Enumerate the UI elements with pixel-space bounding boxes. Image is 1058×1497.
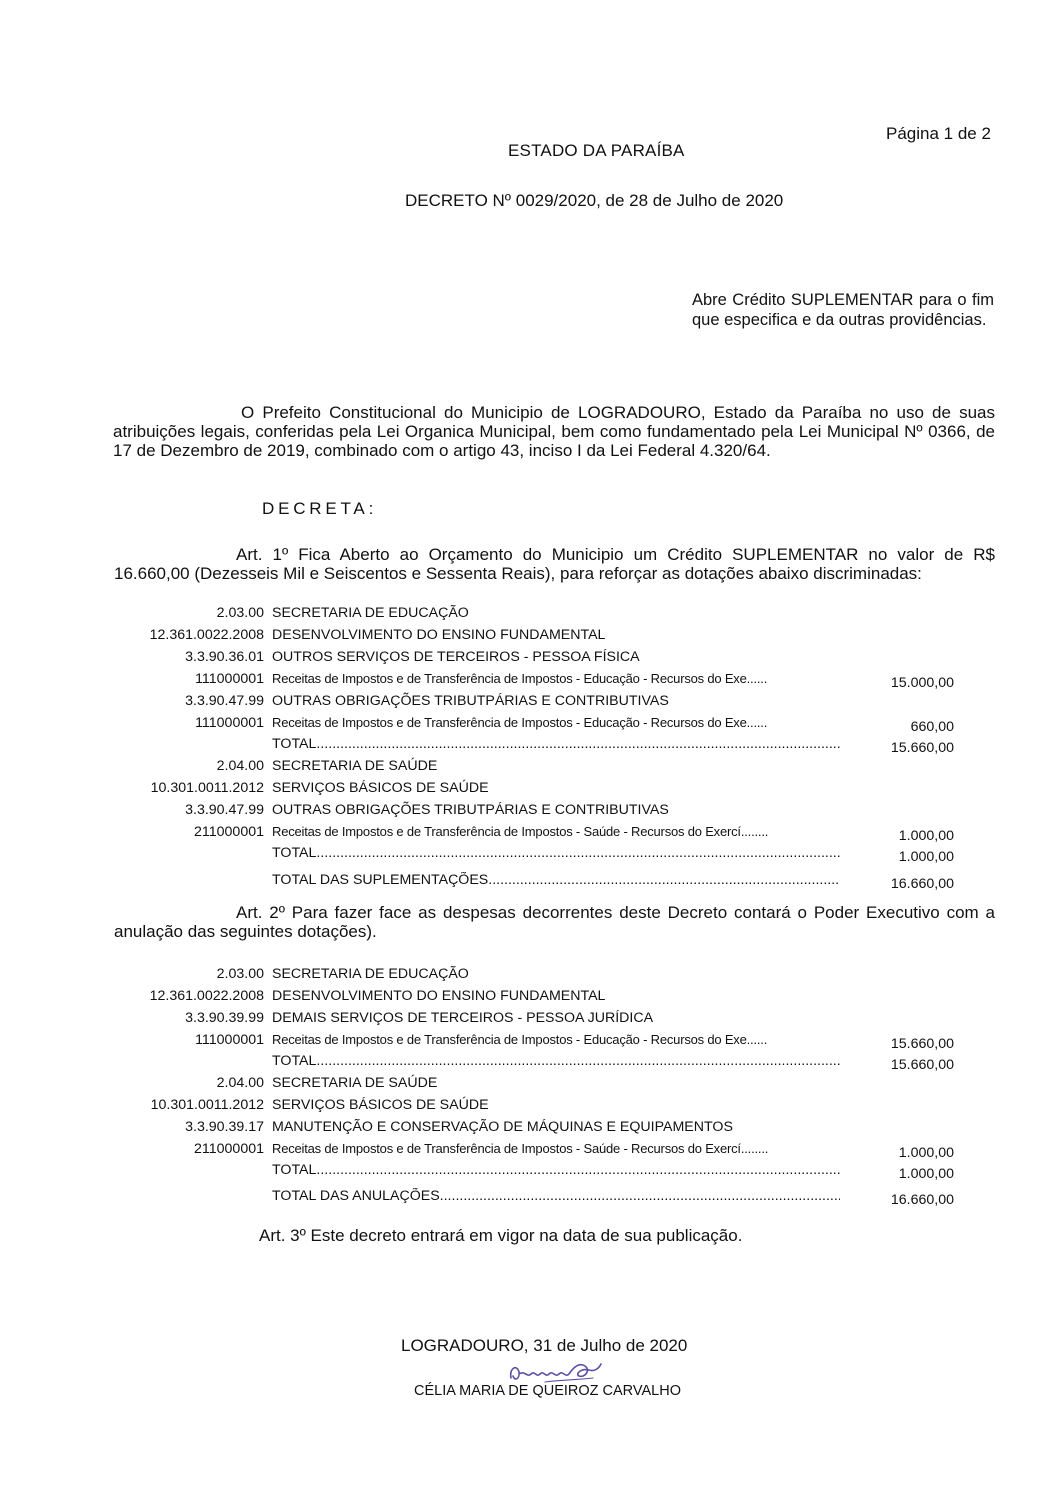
table-row (0, 693, 1058, 715)
total-label (272, 736, 840, 752)
table-row (0, 1188, 1058, 1210)
table-row (0, 988, 1058, 1010)
total-label-text: TOTAL (272, 1162, 317, 1178)
budget-code: 211000001 (194, 1141, 264, 1157)
table-row (0, 845, 1058, 867)
amount-value: 1.000,00 (898, 1166, 954, 1182)
budget-description: SERVIÇOS BÁSICOS DE SAÚDE (272, 780, 489, 796)
total-label-text: TOTAL (272, 736, 317, 752)
table-row (0, 1075, 1058, 1097)
budget-description: DESENVOLVIMENTO DO ENSINO FUNDAMENTAL (272, 988, 606, 1004)
budget-code: 2.04.00 (216, 1075, 264, 1091)
budget-code: 3.3.90.36.01 (185, 649, 264, 665)
budget-code: 3.3.90.47.99 (185, 693, 264, 709)
budget-code: 211000001 (194, 824, 264, 840)
amount-value: 16.660,00 (890, 876, 954, 892)
amount-value: 15.660,00 (890, 1057, 954, 1073)
signer-name: CÉLIA MARIA DE QUEIROZ CARVALHO (414, 1383, 681, 1399)
budget-code: 3.3.90.47.99 (185, 802, 264, 818)
budget-code: 111000001 (195, 715, 264, 731)
funding-source: Receitas de Impostos e de Transferência de Impostos - Educação - Recursos do Exe...... (272, 1032, 768, 1047)
table-row (0, 715, 1058, 737)
table-row (0, 1119, 1058, 1141)
budget-description: SECRETARIA DE EDUCAÇÃO (272, 966, 469, 982)
budget-code: 2.04.00 (216, 758, 264, 774)
table-row (0, 1032, 1058, 1054)
table-row (0, 1053, 1058, 1075)
table-row (0, 872, 1058, 894)
decree-title: DECRETO Nº 0029/2020, de 28 de Julho de 2020 (405, 191, 784, 210)
table-row (0, 627, 1058, 649)
page-number: Página 1 de 2 (886, 124, 991, 143)
table-row (0, 605, 1058, 627)
total-label (272, 872, 840, 888)
total-label (272, 1162, 840, 1178)
budget-code: 2.03.00 (216, 605, 264, 621)
budget-description: DEMAIS SERVIÇOS DE TERCEIROS - PESSOA JURÍDICA (272, 1010, 654, 1026)
decreta-heading: DECRETA: (262, 499, 378, 518)
budget-description: MANUTENÇÃO E CONSERVAÇÃO DE MÁQUINAS E EQUIPAMENTOS (272, 1119, 733, 1135)
table-row (0, 966, 1058, 988)
total-label-text: TOTAL (272, 1053, 317, 1069)
article-3: Art. 3º Este decreto entrará em vigor na data de sua publicação. (259, 1226, 743, 1245)
total-label-text: TOTAL DAS ANULAÇÕES (272, 1188, 440, 1204)
amount-value: 1.000,00 (898, 849, 954, 865)
funding-source: Receitas de Impostos e de Transferência de Impostos - Educação - Recursos do Exe...... (272, 671, 768, 686)
table-row (0, 780, 1058, 802)
budget-description: OUTRAS OBRIGAÇÕES TRIBUTPÁRIAS E CONTRIBUTIVAS (272, 693, 669, 709)
budget-description: SERVIÇOS BÁSICOS DE SAÚDE (272, 1097, 489, 1113)
budget-description: SECRETARIA DE SAÚDE (272, 758, 438, 774)
article-2: Art. 2º Para fazer face as despesas decorrentes deste Decreto contará o Poder Executivo com a anulação das seguintes dotações). (114, 903, 995, 941)
table-row (0, 758, 1058, 780)
total-label-text: TOTAL (272, 845, 317, 861)
budget-description: DESENVOLVIMENTO DO ENSINO FUNDAMENTAL (272, 627, 606, 643)
budget-code: 111000001 (195, 671, 264, 687)
budget-description: SECRETARIA DE EDUCAÇÃO (272, 605, 469, 621)
article-1: Art. 1º Fica Aberto ao Orçamento do Municipio um Crédito SUPLEMENTAR no valor de R$ 16.660,00 (Dezesseis Mil e Seiscentos e Sessenta Reais), para reforçar as dotações abaixo discriminadas: (114, 545, 995, 583)
table-row (0, 1141, 1058, 1163)
budget-description: OUTROS SERVIÇOS DE TERCEIROS - PESSOA FÍSICA (272, 649, 640, 665)
table-row (0, 649, 1058, 671)
funding-source: Receitas de Impostos e de Transferência de Impostos - Educação - Recursos do Exe...... (272, 715, 768, 730)
table-row (0, 1010, 1058, 1032)
amount-value: 15.660,00 (890, 1036, 954, 1052)
funding-source: Receitas de Impostos e de Transferência de Impostos - Saúde - Recursos do Exercí........ (272, 824, 769, 839)
amount-value: 15.000,00 (890, 675, 954, 691)
table-row (0, 1162, 1058, 1184)
decree-summary: Abre Crédito SUPLEMENTAR para o fim que especifica e da outras providências. (692, 291, 994, 329)
table-row (0, 736, 1058, 758)
budget-description: SECRETARIA DE SAÚDE (272, 1075, 438, 1091)
total-label (272, 1053, 840, 1069)
total-label (272, 1188, 840, 1204)
amount-value: 1.000,00 (898, 828, 954, 844)
total-label-text: TOTAL DAS SUPLEMENTAÇÕES (272, 872, 489, 888)
budget-code: 3.3.90.39.17 (185, 1119, 264, 1135)
funding-source: Receitas de Impostos e de Transferência de Impostos - Saúde - Recursos do Exercí........ (272, 1141, 769, 1156)
budget-code: 12.361.0022.2008 (149, 988, 264, 1004)
amount-value: 16.660,00 (890, 1192, 954, 1208)
total-label (272, 845, 840, 861)
table-row (0, 671, 1058, 693)
amount-value: 1.000,00 (898, 1145, 954, 1161)
signing-place-date: LOGRADOURO, 31 de Julho de 2020 (401, 1336, 688, 1355)
table-row (0, 802, 1058, 824)
budget-description: OUTRAS OBRIGAÇÕES TRIBUTPÁRIAS E CONTRIBUTIVAS (272, 802, 669, 818)
budget-code: 12.361.0022.2008 (149, 627, 264, 643)
amount-value: 15.660,00 (890, 740, 954, 756)
budget-code: 10.301.0011.2012 (150, 780, 264, 796)
budget-code: 111000001 (195, 1032, 264, 1048)
budget-code: 2.03.00 (216, 966, 264, 982)
budget-code: 10.301.0011.2012 (150, 1097, 264, 1113)
table-row (0, 824, 1058, 846)
preamble: O Prefeito Constitucional do Municipio de LOGRADOURO, Estado da Paraíba no uso de suas atribuições legais, conferidas pela Lei Organica Municipal, bem como fundamentado pela Lei Municipal Nº 0366, de 17 de Dezembro de 2019, combinado com o artigo 43, inciso I da Lei Federal 4.320/64. (113, 403, 995, 460)
state-header: ESTADO DA PARAÍBA (508, 141, 685, 160)
amount-value: 660,00 (910, 719, 954, 735)
budget-code: 3.3.90.39.99 (185, 1010, 264, 1026)
table-row (0, 1097, 1058, 1119)
